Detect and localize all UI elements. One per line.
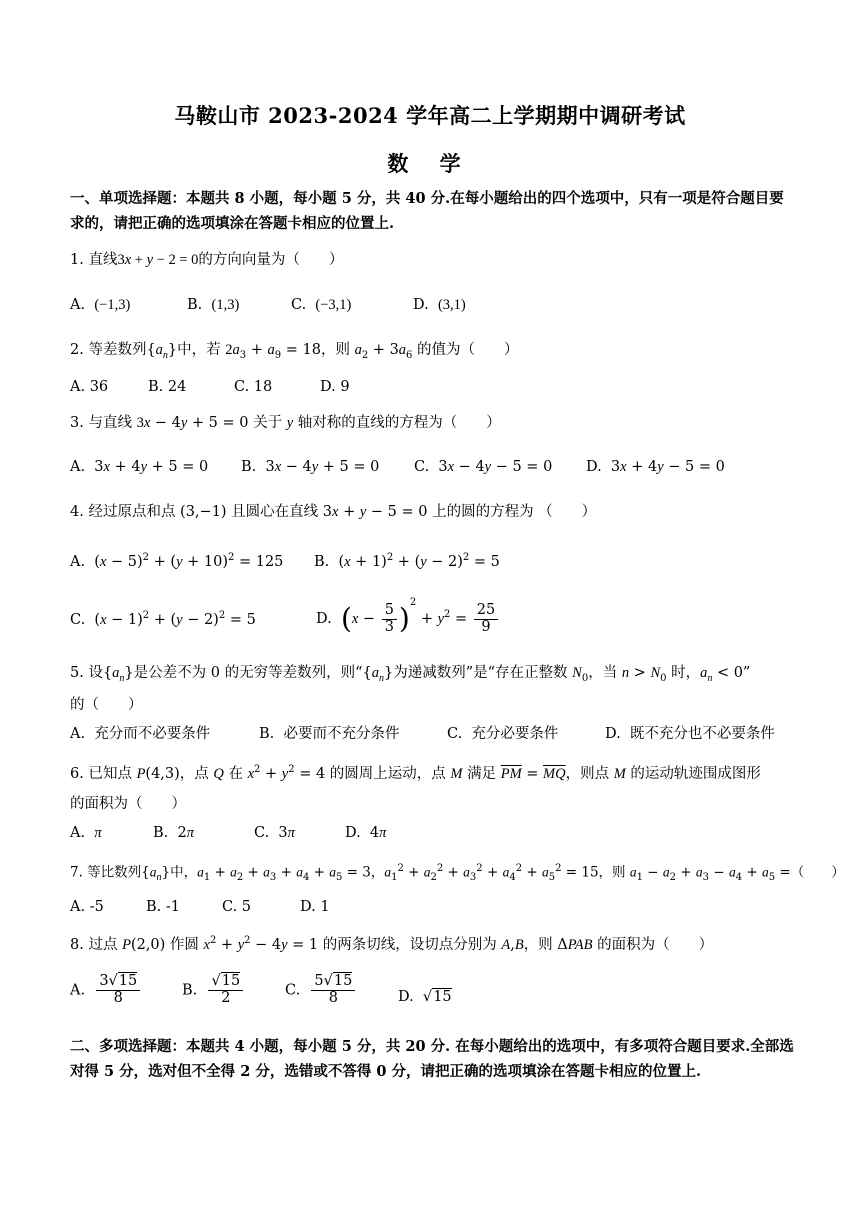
option-b[interactable]: B. -1 [146,899,180,915]
option-a[interactable]: A. 36 [70,379,109,395]
exam-title: 马鞍山市 2023-2024 学年高二上学期期中调研考试 [174,103,686,128]
section-1-heading: 一、单项选择题：本题共 8 小题，每小题 5 分，共 40 分.在每小题给出的四个选项中，只有一项是符合题目要求的，请把正确的选项填涂在答题卡相应的位置上. [70,190,784,232]
option-a[interactable]: A. 3x + 4y + 5 = 0 [70,459,209,475]
option-a[interactable]: A. 充分而不必要条件 [70,726,211,742]
question-8: 8. 过点 P(2,0) 作圆 $x^2 + y^2 - 4y = 1$ 的两条切线，设切点分别为 A,B，则 ΔPAB 的面积为（ ） [70,935,714,953]
option-b[interactable]: B. $\frac{√15}{2}$ [182,974,245,1007]
option-d[interactable]: D. 既不充分也不必要条件 [605,726,775,742]
question-4-options-row2 [70,590,795,640]
question-2: 2. 等差数列$\{a_n\}$中，若 $2a_3 + a_9 = 18$，则 $a_2 + 3a_6$ 的值为（ ） [70,342,519,361]
option-b[interactable]: B. 必要而不充分条件 [259,726,400,742]
option-b[interactable]: B. 24 [148,379,187,395]
option-c[interactable]: C. (−3,1) [291,297,352,313]
question-6: 6. 已知点 P(4,3)，点 Q 在 $x^2 + y^2 = 4$ 的圆周上运动，点 M 满足 $\overline{PM} = \overline{MQ}$，则点 M 的运动轨迹围成图形 [70,764,761,782]
option-c[interactable]: C. 5 [222,899,252,915]
question-5-line2: 的（ ） [70,697,143,713]
question-6-line2: 的面积为（ ） [70,796,186,812]
option-a[interactable]: A. π [70,825,102,841]
option-b[interactable]: B. (1,3) [187,297,240,313]
section-2-heading: 二、多项选择题：本题共 4 小题，每小题 5 分，共 20 分. 在每小题给出的选项中，有多项符合题目要求.全部选对得 5 分，选对但不全得 2 分，选错或不答得 0 分，请把正确的选项填涂在答题卡相应的位置上. [70,1038,794,1080]
option-d[interactable]: D. (3,1) [413,297,466,313]
question-number: 1. [70,252,84,268]
option-a[interactable]: A. -5 [70,899,104,915]
option-d[interactable]: D. 9 [320,379,350,395]
option-c[interactable]: C. 充分必要条件 [447,726,559,742]
option-b[interactable]: B. 3x − 4y + 5 = 0 [241,459,380,475]
subject-title: 数 学 [387,151,473,176]
option-a[interactable]: A. (−1,3) [70,297,131,313]
question-7: 7. 等比数列$\{a_n\}$中，$a_1 + a_2 + a_3 + a_4 + a_5 = 3$，$a_1^2 + a_2^2 + a_3^2 + a_4^2 + a_5^2 = 15$，则 $a_1 - a_2 + a_3 - a_4 + a_5$ =（ ） [70,863,845,884]
option-d[interactable]: D. √15 [398,989,452,1005]
option-b[interactable]: B. $(x + 1)^2 + (y - 2)^2 = 5$ [314,552,500,570]
option-c[interactable]: C. $(x - 1)^2 + (y - 2)^2 = 5$ [70,610,256,628]
question-4: 4. 经过原点和点 (3,−1) 且圆心在直线 3x + y − 5 = 0 上的圆的方程为 （ ） [70,504,597,520]
option-d[interactable]: D. 3x + 4y − 5 = 0 [586,459,725,475]
option-c[interactable]: C. 18 [234,379,273,395]
option-a[interactable]: A. $(x - 5)^2 + (y + 10)^2 = 125$ [70,552,284,570]
option-d[interactable]: D. (x − $\frac{5}{3}$ )$^2 + y^2$ = $\frac{25}{9}$ [316,590,500,635]
option-c[interactable]: C. $\frac{5√15}{8}$ [285,974,357,1007]
option-d[interactable]: D. 4π [345,825,387,841]
option-d[interactable]: D. 1 [300,899,330,915]
option-a[interactable]: A. $\frac{3√15}{8}$ [70,974,142,1007]
question-text: 直线3x + y − 2 = 0的方向向量为（ ） [88,252,344,268]
question-5: 5. 设$\{a_n\}$是公差不为 0 的无穷等差数列，则“$\{a_n\}$为递减数列”是“存在正整数 $N_0$，当 $n > N_0$ 时，$a_n < 0$” [70,665,751,684]
question-3: 3. 与直线 3x − 4y + 5 = 0 关于 y 轴对称的直线的方程为（ ） [70,415,501,431]
option-c[interactable]: C. 3π [254,825,295,841]
option-c[interactable]: C. 3x − 4y − 5 = 0 [414,459,553,475]
option-b[interactable]: B. 2π [153,825,194,841]
question-8-options [70,974,795,1022]
question-1 [70,247,795,273]
